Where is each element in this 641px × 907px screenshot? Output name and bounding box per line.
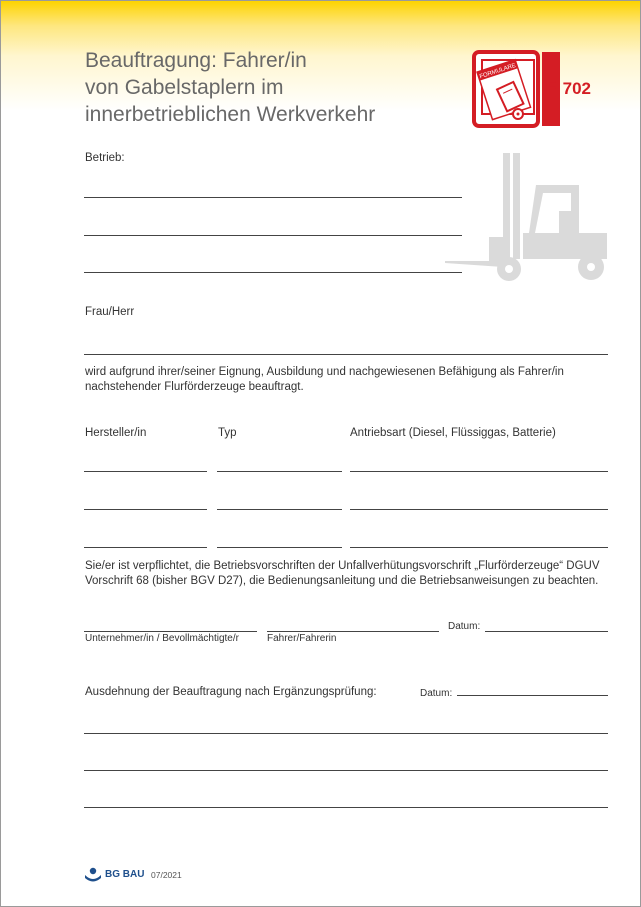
logo-label: FORMULARE	[479, 62, 517, 81]
bg-bau-logo-icon	[84, 867, 102, 883]
type-line-2[interactable]	[217, 509, 342, 510]
footer-brand: BG BAU	[105, 869, 145, 880]
driver-signature-label: Fahrer/Fahrerin	[267, 633, 337, 644]
extension-line-3[interactable]	[84, 807, 608, 808]
manufacturer-line-3[interactable]	[84, 547, 207, 548]
title-line-1: Beauftragung: Fahrer/in	[85, 49, 307, 72]
page-title	[85, 47, 375, 128]
form-code-letter: F	[545, 78, 557, 99]
signature-date-label: Datum:	[448, 621, 481, 632]
drive-line-3[interactable]	[350, 547, 608, 548]
employer-signature-line[interactable]	[84, 631, 257, 632]
person-name-line[interactable]	[84, 354, 608, 355]
manufacturer-line-2[interactable]	[84, 509, 207, 510]
extension-line-1[interactable]	[84, 733, 608, 734]
title-line-2: von Gabelstaplern im	[85, 76, 284, 99]
assignment-statement: wird aufgrund ihrer/seiner Eignung, Ausbildung und nachgewiesenen Befähigung als Fahrer/in nachstehender Flurförderzeuge beauftragt.	[85, 366, 564, 393]
extension-line-2[interactable]	[84, 770, 608, 771]
footer-date: 07/2021	[151, 870, 182, 880]
betrieb-line-1[interactable]	[84, 197, 462, 198]
drive-line-1[interactable]	[350, 471, 608, 472]
person-label: Frau/Herr	[85, 306, 135, 318]
manufacturer-line-1[interactable]	[84, 471, 207, 472]
title-line-3: innerbetrieblichen Werkverkehr	[85, 103, 376, 126]
employer-signature-label: Unternehmer/in / Bevollmächtigte/r	[85, 633, 239, 644]
betrieb-line-3[interactable]	[84, 272, 462, 273]
signature-date-line[interactable]	[485, 631, 608, 632]
form-code	[545, 78, 591, 100]
betrieb-label: Betrieb:	[85, 152, 125, 164]
extension-label: Ausdehnung der Beauftragung nach Ergänzungsprüfung:	[85, 686, 377, 698]
extension-date-line[interactable]	[457, 695, 608, 696]
obligation-text: Sie/er ist verpflichtet, die Betriebsvorschriften der Unfallverhütungsvorschrift „Flurförderzeuge“ DGUV Vorschrift 68 (bisher BGV D27), die Bedienungsanleitung und die Betriebsanweisungen zu beachten.	[85, 560, 600, 587]
column-type: Typ	[218, 427, 237, 439]
betrieb-line-2[interactable]	[84, 235, 462, 236]
type-line-1[interactable]	[217, 471, 342, 472]
form-code-number: 702	[562, 79, 591, 98]
forklift-icon	[441, 151, 611, 281]
column-manufacturer: Hersteller/in	[85, 427, 147, 439]
driver-signature-line[interactable]	[267, 631, 439, 632]
column-drive: Antriebsart (Diesel, Flüssiggas, Batterie)	[350, 427, 556, 439]
drive-line-2[interactable]	[350, 509, 608, 510]
type-line-3[interactable]	[217, 547, 342, 548]
extension-date-label: Datum:	[420, 688, 453, 699]
